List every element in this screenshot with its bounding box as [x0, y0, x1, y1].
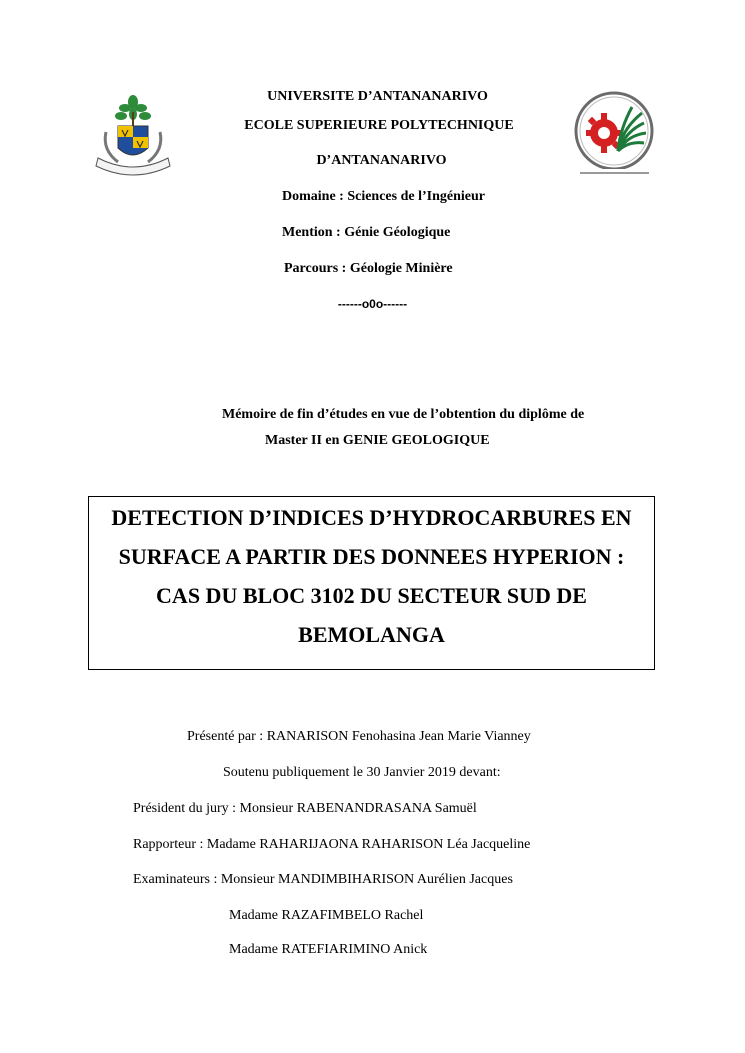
school-name-line2: D’ANTANANARIVO	[316, 153, 447, 168]
jury-rapporteur: Rapporteur : Madame RAHARIJAONA RAHARISON Léa Jacqueline	[133, 837, 531, 852]
memoire-line1: Mémoire de fin d’études en vue de l’obtention du diplôme de	[222, 407, 585, 422]
jury-president: Président du jury : Monsieur RABENANDRASANA Samuël	[133, 801, 477, 816]
domaine-label: Domaine : Sciences de l’Ingénieur	[282, 189, 485, 204]
thesis-title-box	[88, 496, 655, 670]
section-separator: ------o0o------	[337, 297, 408, 311]
jury-examinateur-2: Madame RAZAFIMBELO Rachel	[229, 908, 424, 923]
defended-date: Soutenu publiquement le 30 Janvier 2019 devant:	[223, 765, 501, 780]
presented-by: Présenté par : RANARISON Fenohasina Jean Marie Vianney	[187, 729, 531, 744]
jury-examinateurs: Examinateurs : Monsieur MANDIMBIHARISON Aurélien Jacques	[133, 872, 513, 887]
thesis-title: DETECTION D’INDICES D’HYDROCARBURES EN SURFACE A PARTIR DES DONNEES HYPERION : CAS DU BLOC 3102 DU SECTEUR SUD DE BEMOLANGA	[111, 505, 632, 647]
school-name-line1: ECOLE SUPERIEURE POLYTECHNIQUE	[244, 118, 514, 133]
university-name: UNIVERSITE D’ANTANANARIVO	[267, 89, 488, 104]
parcours-label: Parcours : Géologie Minière	[284, 261, 453, 276]
jury-examinateur-3: Madame RATEFIARIMINO Anick	[229, 942, 428, 957]
memoire-line2: Master II en GENIE GEOLOGIQUE	[265, 433, 490, 448]
mention-label: Mention : Génie Géologique	[282, 225, 451, 240]
